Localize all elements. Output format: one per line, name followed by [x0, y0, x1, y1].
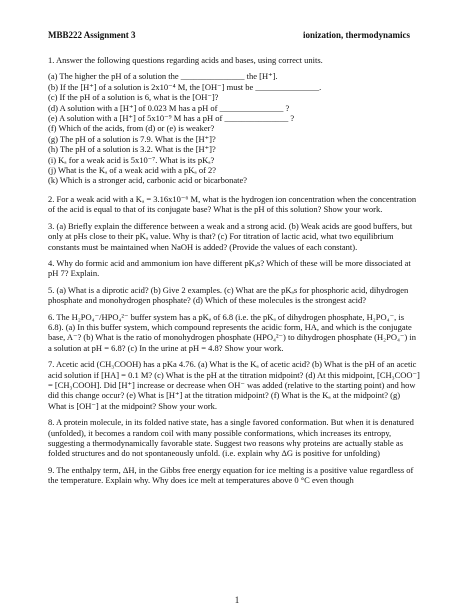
question-1-item: (c) If the pH of a solution is 6, what is the [OH⁻]? — [48, 92, 219, 103]
question-6: 6. The H₂PO₄⁻/HPO₄²⁻ buffer system has a pKₐ of 6.8 (i.e. the pKₐ of dihydrogen phosphate, H₂PO₄⁻, is 6.8). (a) In this buffer system, which compound represents the acidic form, HA, and which is the conjugate base, A⁻? (b) What is the ratio of monohydrogen phosphate (HPO₄²⁻) to dihydrogen phosphate (H₂PO₄⁻) in a solution at pH = 6.8? (c) In the urine at pH = 4.8? Show your work. — [48, 311, 416, 353]
question-9: 9. The enthalpy term, ΔH, in the Gibbs free energy equation for ice melting is a positive value regardless of the temperature. Explain why. Why does ice melt at temperatures above 0 °C even though — [48, 464, 414, 486]
question-1-item: (k) Which is a stronger acid, carbonic acid or bicarbonate? — [48, 175, 248, 186]
assignment-body — [48, 55, 420, 492]
question-1 — [48, 55, 420, 186]
topic-title: ionization, thermodynamics — [303, 30, 410, 40]
question-7: 7. Acetic acid (CH₃COOH) has a pKa 4.76. (a) What is the Kₐ of acetic acid? (b) What is the pH of an acetic acid solution if [HA] = 0.1 M? (c) What is the pH at the titration midpoint? (d) At this midpoint, [CH₃COO⁻] = [CH₃COOH]. Did [H⁺] increase or decrease when OH⁻ was added (relative to the starting point) and how did this change occur? (e) What is [H⁺] at the titration midpoint? (f) What is the Kₐ at the midpoint? (g) What is [OH⁻] at the midpoint? Show your work. — [48, 359, 420, 411]
course-title: MBB222 Assignment 3 — [48, 30, 136, 40]
page-header — [48, 30, 410, 40]
question-5: 5. (a) What is a diprotic acid? (b) Give 2 examples. (c) What are the pKₐs for phosphoric acid, dihydrogen phosphate and monohydrogen phosphate? (d) Which of these molecules is the strongest acid? — [48, 284, 409, 306]
question-1-item: (d) A solution with a [H⁺] of 0.023 M has a pH of _______________ ? — [48, 102, 290, 113]
question-4: 4. Why do formic acid and ammonium ion have different pKₐs? Which of these will be more dissociated at pH 7? Explain. — [48, 257, 411, 279]
page-number: 1 — [234, 594, 240, 605]
question-1-item: (a) The higher the pH of a solution the _______________ the [H⁺]. — [48, 71, 278, 82]
question-1-item: (e) A solution with a [H⁺] of 5x10⁻⁹ M has a pH of _______________ ? — [48, 113, 295, 124]
question-8: 8. A protein molecule, in its folded native state, has a single favored conformation. But when it is denatured (unfolded), it becomes a random coil with many possible conformations, which increases its entropy, suggesting a thermodynamically favorable state. Suggest two reasons why proteins are actually stable as folded structures and do not spontaneously unfold. (i.e. explain why ΔG is positive for unfolding) — [48, 417, 414, 459]
question-1-item: (i) Kₐ for a weak acid is 5x10⁻⁷. What is its pKₐ? — [48, 154, 215, 165]
question-1-intro: 1. Answer the following questions regarding acids and bases, using correct units. — [48, 55, 323, 65]
question-3: 3. (a) Briefly explain the difference between a weak and a strong acid. (b) Weak acids are good buffers, but only at pHs close to their pKₐ value. Why is that? (c) For titration of lactic acid, what two equilibrium constants must be maintained when NaOH is added? (Provide the values of each constant). — [48, 220, 413, 252]
question-1-item: (h) The pH of a solution is 3.2. What is the [H⁺]? — [48, 144, 216, 155]
question-2: 2. For a weak acid with a Kₐ = 3.16x10⁻⁶ M, what is the hydrogen ion concentration when the concentration of the acid is equal to that of its conjugate base? What is the pH of this solution? Show your work. — [48, 193, 417, 215]
question-1-item: (b) If the [H⁺] of a solution is 2x10⁻⁴ M, the [OH⁻] must be _______________. — [48, 81, 322, 92]
question-1-item: (g) The pH of a solution is 7.9. What is the [H⁺]? — [48, 133, 216, 144]
question-1-item: (j) What is the Kₐ of a weak acid with a pKₐ of 2? — [48, 165, 217, 176]
question-1-item: (f) Which of the acids, from (d) or (e) is weaker? — [48, 123, 215, 134]
